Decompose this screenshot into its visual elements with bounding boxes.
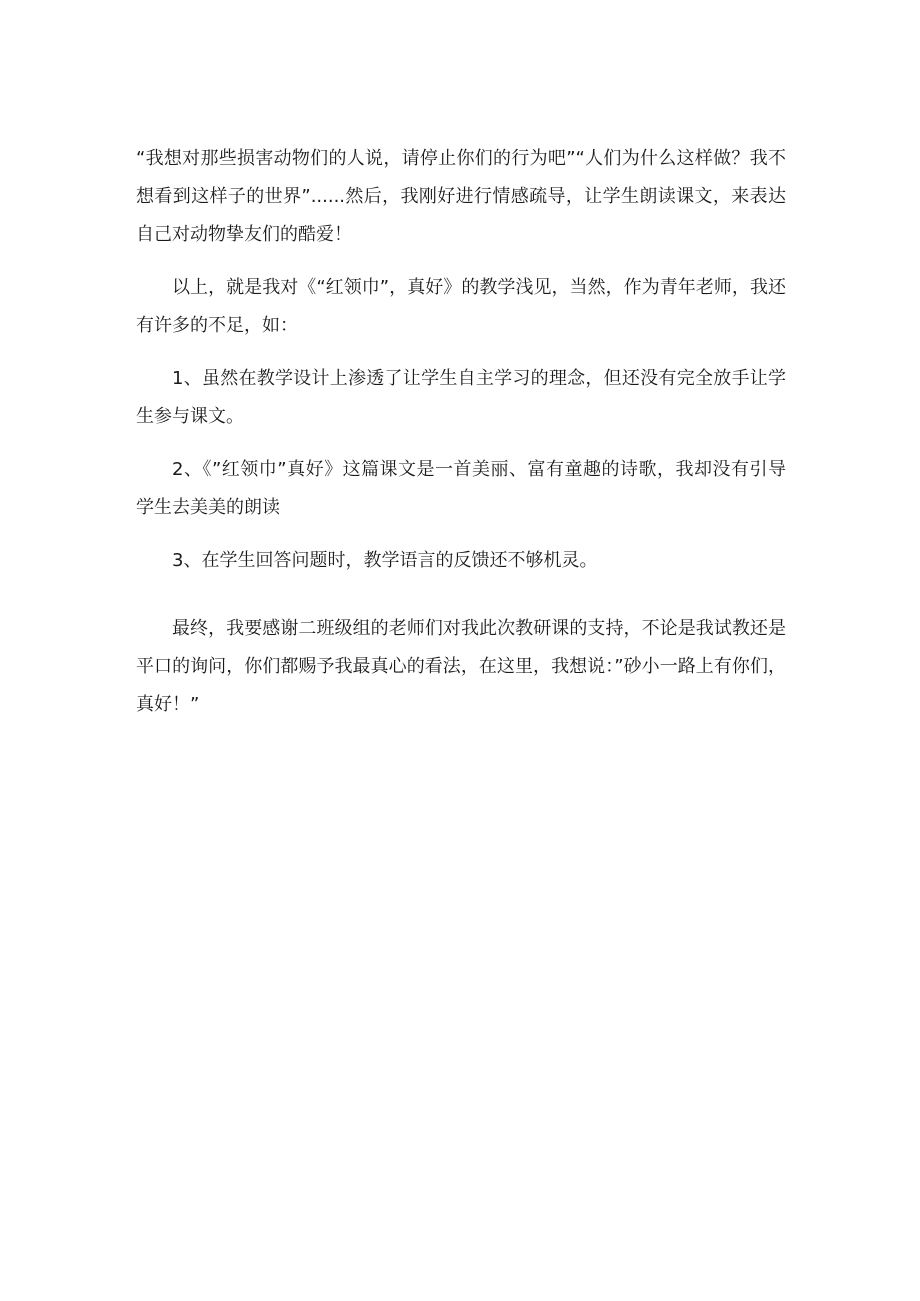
paragraph-summary: 以上，就是我对《“红领巾”，真好》的教学浅见，当然，作为青年老师，我还有许多的不足，如： xyxy=(136,277,786,336)
paragraph-thanks: 最终，我要感谢二班级组的老师们对我此次教研课的支持，不论是我试教还是平口的询问，你们都赐予我最真心的看法，在这里，我想说：”砂小一路上有你们，真好！” xyxy=(136,618,786,715)
document-body xyxy=(136,140,786,739)
list-item-3: 3、在学生回答问题时，教学语言的反馈还不够机灵。 xyxy=(172,550,598,571)
list-item-2: 2、《”红领巾”真好》这篇课文是一首美丽、富有童趣的诗歌，我却没有引导学生去美美的朗读 xyxy=(136,459,786,518)
paragraph-quotes: “我想对那些损害动物们的人说，请停止你们的行为吧”“人们为什么这样做？我不想看到这样子的世界”......然后，我刚好进行情感疏导，让学生朗读课文，来表达自己对动物挚友们的酷爱！ xyxy=(136,148,786,245)
list-item-1: 1、虽然在教学设计上渗透了让学生自主学习的理念，但还没有完全放手让学生参与课文。 xyxy=(136,368,786,427)
